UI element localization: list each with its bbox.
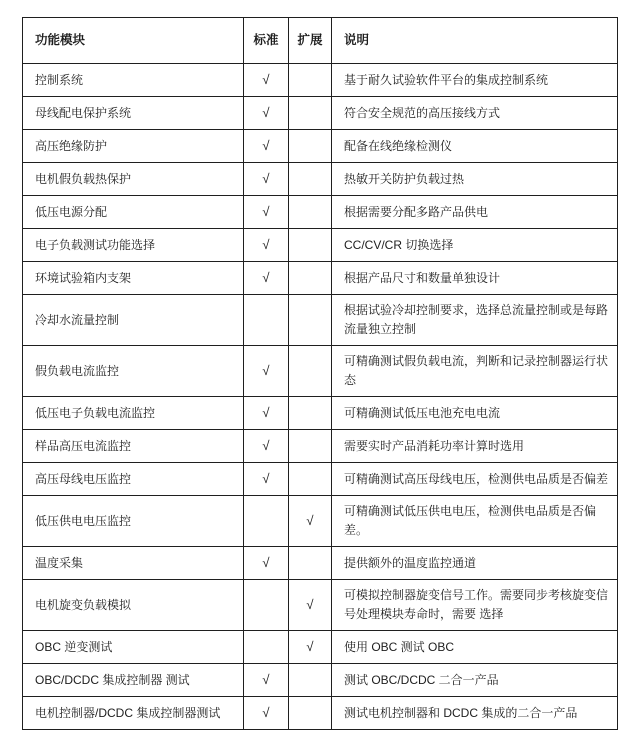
standard-cell [244, 547, 289, 580]
header-description: 说明 [332, 18, 618, 64]
table-row [23, 580, 618, 631]
check-mark-icon: √ [262, 555, 270, 570]
table-row [23, 295, 618, 346]
module-cell: 环境试验箱内支架 [23, 262, 244, 295]
standard-cell [244, 97, 289, 130]
extended-cell [289, 631, 332, 664]
header-extended: 扩展 [289, 18, 332, 64]
table-row [23, 397, 618, 430]
extended-cell [289, 463, 332, 496]
extended-cell [289, 130, 332, 163]
extended-cell [289, 664, 332, 697]
module-cell: 低压电源分配 [23, 196, 244, 229]
description-cell: 可精确测试高压母线电压，检测供电品质是否偏差 [332, 463, 618, 496]
table-row [23, 262, 618, 295]
check-mark-icon: √ [262, 471, 270, 486]
description-cell: 基于耐久试验软件平台的集成控制系统 [332, 64, 618, 97]
module-cell: 电机假负载热保护 [23, 163, 244, 196]
extended-cell [289, 64, 332, 97]
description-cell: 可模拟控制器旋变信号工作。需要同步考核旋变信号处理模块寿命时，需要 选择 [332, 580, 618, 631]
description-cell: 使用 OBC 测试 OBC [332, 631, 618, 664]
header-row [23, 18, 618, 64]
standard-cell [244, 631, 289, 664]
description-cell: 测试电机控制器和 DCDC 集成的二合一产品 [332, 697, 618, 730]
module-cell: 电机控制器/DCDC 集成控制器测试 [23, 697, 244, 730]
module-cell: 电子负载测试功能选择 [23, 229, 244, 262]
check-mark-icon: √ [262, 204, 270, 219]
module-cell: 低压电子负载电流监控 [23, 397, 244, 430]
table-row [23, 631, 618, 664]
check-mark-icon: √ [262, 672, 270, 687]
description-cell: 符合安全规范的高压接线方式 [332, 97, 618, 130]
check-mark-icon: √ [262, 270, 270, 285]
check-mark-icon: √ [262, 405, 270, 420]
description-cell: 根据产品尺寸和数量单独设计 [332, 262, 618, 295]
module-cell: 假负载电流监控 [23, 346, 244, 397]
module-cell: 控制系统 [23, 64, 244, 97]
table-row [23, 496, 618, 547]
check-mark-icon: √ [306, 513, 314, 528]
check-mark-icon: √ [262, 171, 270, 186]
table-row [23, 430, 618, 463]
module-cell: 高压绝缘防护 [23, 130, 244, 163]
module-cell: 样品高压电流监控 [23, 430, 244, 463]
extended-cell [289, 346, 332, 397]
header-standard: 标准 [244, 18, 289, 64]
table-row [23, 130, 618, 163]
standard-cell [244, 64, 289, 97]
module-cell: 低压供电电压监控 [23, 496, 244, 547]
extended-cell [289, 430, 332, 463]
table-row [23, 463, 618, 496]
description-cell: 测试 OBC/DCDC 二合一产品 [332, 664, 618, 697]
table-row [23, 64, 618, 97]
extended-cell [289, 496, 332, 547]
standard-cell [244, 580, 289, 631]
module-cell: OBC 逆变测试 [23, 631, 244, 664]
table-row [23, 664, 618, 697]
description-cell: 提供额外的温度监控通道 [332, 547, 618, 580]
extended-cell [289, 580, 332, 631]
extended-cell [289, 196, 332, 229]
table-row [23, 229, 618, 262]
check-mark-icon: √ [262, 105, 270, 120]
standard-cell [244, 496, 289, 547]
description-cell: CC/CV/CR 切换选择 [332, 229, 618, 262]
description-cell: 可精确测试假负载电流，判断和记录控制器运行状态 [332, 346, 618, 397]
table-row [23, 547, 618, 580]
check-mark-icon: √ [262, 705, 270, 720]
standard-cell [244, 697, 289, 730]
extended-cell [289, 697, 332, 730]
standard-cell [244, 346, 289, 397]
check-mark-icon: √ [262, 72, 270, 87]
module-cell: 冷却水流量控制 [23, 295, 244, 346]
table-row [23, 163, 618, 196]
extended-cell [289, 163, 332, 196]
description-cell: 配备在线绝缘检测仪 [332, 130, 618, 163]
extended-cell [289, 229, 332, 262]
check-mark-icon: √ [262, 363, 270, 378]
standard-cell [244, 196, 289, 229]
module-cell: 电机旋变负载模拟 [23, 580, 244, 631]
check-mark-icon: √ [262, 138, 270, 153]
extended-cell [289, 97, 332, 130]
extended-cell [289, 397, 332, 430]
table-row [23, 196, 618, 229]
extended-cell [289, 262, 332, 295]
standard-cell [244, 130, 289, 163]
extended-cell [289, 547, 332, 580]
check-mark-icon: √ [262, 237, 270, 252]
table-row [23, 346, 618, 397]
standard-cell [244, 430, 289, 463]
standard-cell [244, 262, 289, 295]
description-cell: 需要实时产品消耗功率计算时选用 [332, 430, 618, 463]
standard-cell [244, 229, 289, 262]
standard-cell [244, 163, 289, 196]
check-mark-icon: √ [306, 639, 314, 654]
standard-cell [244, 463, 289, 496]
table-row [23, 697, 618, 730]
module-cell: 温度采集 [23, 547, 244, 580]
table-row [23, 97, 618, 130]
description-cell: 根据试验冷却控制要求，选择总流量控制或是每路流量独立控制 [332, 295, 618, 346]
description-cell: 可精确测试低压电池充电电流 [332, 397, 618, 430]
spec-table [22, 17, 618, 730]
description-cell: 热敏开关防护负载过热 [332, 163, 618, 196]
module-cell: 高压母线电压监控 [23, 463, 244, 496]
check-mark-icon: √ [306, 597, 314, 612]
extended-cell [289, 295, 332, 346]
module-cell: OBC/DCDC 集成控制器 测试 [23, 664, 244, 697]
standard-cell [244, 397, 289, 430]
description-cell: 可精确测试低压供电电压，检测供电品质是否偏差。 [332, 496, 618, 547]
check-mark-icon: √ [262, 438, 270, 453]
standard-cell [244, 295, 289, 346]
description-cell: 根据需要分配多路产品供电 [332, 196, 618, 229]
module-cell: 母线配电保护系统 [23, 97, 244, 130]
header-module: 功能模块 [23, 18, 244, 64]
standard-cell [244, 664, 289, 697]
